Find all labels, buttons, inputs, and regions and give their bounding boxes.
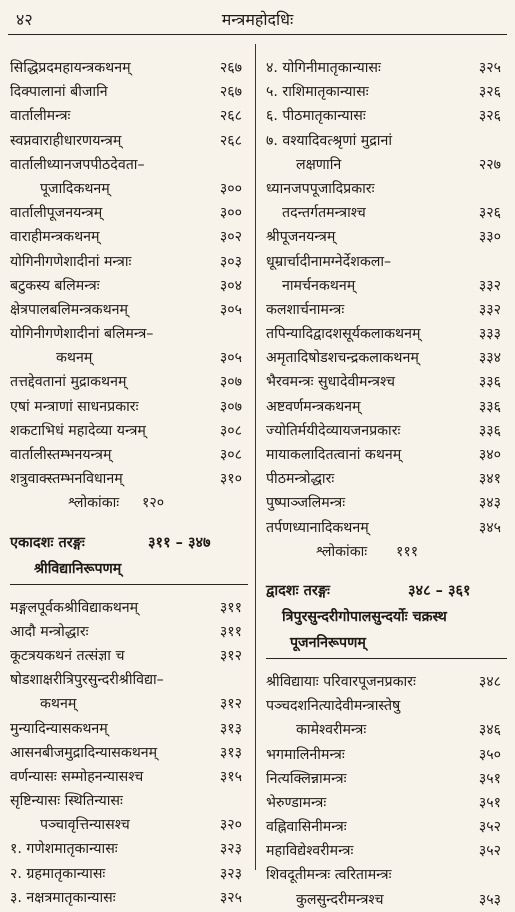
toc-entry-title: ७. वश्यादिवत्श्रृणां मुद्रानां bbox=[266, 132, 392, 149]
toc-entry bbox=[10, 153, 248, 177]
toc-entry-page: ३५१ bbox=[478, 794, 501, 811]
toc-entry bbox=[266, 718, 507, 742]
toc-entry-title: ५. राशिमातृकान्यासः bbox=[266, 84, 369, 101]
toc-entry bbox=[10, 298, 248, 322]
toc-entry bbox=[10, 322, 248, 346]
underline-rule bbox=[266, 658, 507, 659]
toc-entry-title: मङ्गलपूर्वकश्रीविद्याकथनम् bbox=[10, 599, 139, 616]
toc-entry-page: ३४५ bbox=[478, 519, 501, 536]
book-title: मन्त्रमहोदधिः bbox=[221, 10, 294, 29]
toc-entry-title: ६. पीठमातृकान्यासः bbox=[266, 108, 366, 125]
toc-entry-title: भैरवमन्त्रः सुधादेवीमन्त्रश्च bbox=[266, 374, 396, 391]
chapter-subtitle-row bbox=[266, 604, 507, 630]
toc-entry-title: शकटाभिधं महादेव्या यन्त्रम् bbox=[10, 422, 146, 439]
toc-entry-title: पञ्चदशनित्यादेवीमन्त्रास्तेषु bbox=[266, 698, 401, 715]
toc-entry-title: षोडशाक्षरीत्रिपुरसुन्दरीश्रीविद्या– bbox=[10, 672, 164, 689]
verse-count-label: श्लोकांकाः bbox=[68, 495, 120, 512]
toc-entry bbox=[266, 839, 507, 863]
toc-entry-page: ३०० bbox=[219, 205, 242, 222]
toc-entry-page: ३०५ bbox=[219, 301, 242, 318]
toc-entry-title: शिवदूतीमन्त्रः त्वरितामन्त्रः bbox=[266, 867, 392, 884]
chapter-subtitle: पूजननिरूपणम् bbox=[290, 634, 366, 651]
toc-entry bbox=[10, 395, 248, 419]
toc-entry-title: बटुकस्य बलिमन्त्रः bbox=[10, 277, 100, 294]
toc-entry-page: ३११ bbox=[219, 623, 242, 640]
toc-entry-page: ३०३ bbox=[219, 253, 242, 270]
chapter-subtitle-row bbox=[10, 556, 248, 582]
chapter-subtitle: श्रीविद्यानिरूपणम् bbox=[34, 560, 122, 577]
toc-entry-title: एषां मन्त्राणां साधनप्रकारः bbox=[10, 398, 139, 415]
toc-entry-page: ३३६ bbox=[478, 398, 501, 415]
toc-entry bbox=[266, 56, 507, 80]
toc-entry bbox=[266, 694, 507, 718]
toc-entry bbox=[266, 177, 507, 201]
toc-entry-page: ३३२ bbox=[478, 301, 501, 318]
toc-entry bbox=[266, 104, 507, 128]
toc-entry-title: श्रीपूजनयन्त्रम् bbox=[266, 229, 336, 246]
toc-list-left-2 bbox=[10, 596, 248, 910]
toc-entry-page: ३०४ bbox=[219, 277, 242, 294]
toc-entry-title: तदन्तर्गतमन्त्राश्च bbox=[282, 205, 366, 222]
toc-entry bbox=[266, 298, 507, 322]
toc-entry-title: दिक्पालानां बीजानि bbox=[10, 84, 108, 101]
toc-entry-title: वाराहीमन्त्रकथनम् bbox=[10, 229, 100, 246]
toc-entry bbox=[10, 620, 248, 644]
chapter-subtitle-row bbox=[266, 630, 507, 656]
toc-entry-title: ज्योतिर्मयीदेव्यायजनप्रकारः bbox=[266, 422, 401, 439]
toc-entry-title: अष्टवर्णमन्त्रकथनम् bbox=[266, 398, 361, 415]
toc-entry-page: ३३४ bbox=[478, 350, 501, 367]
toc-entry-page: ३०७ bbox=[219, 374, 242, 391]
toc-entry-title: योगिनीगणेशादीनां बलिमन्त्र– bbox=[10, 326, 154, 343]
toc-entry-page: ३११ bbox=[219, 599, 242, 616]
toc-entry-title: स्वप्नवाराहीधारणयन्त्रम् bbox=[10, 132, 122, 149]
toc-entry-page: ३४८ bbox=[478, 673, 501, 690]
toc-entry bbox=[266, 791, 507, 815]
toc-entry-page: ३२६ bbox=[478, 205, 501, 222]
chapter-range: ३४८ – ३६१ bbox=[408, 582, 471, 599]
toc-entry-page: ३१३ bbox=[219, 744, 242, 761]
toc-entry bbox=[266, 225, 507, 249]
toc-entry-page: ३०८ bbox=[219, 422, 242, 439]
toc-entry-page: ३४३ bbox=[478, 495, 501, 512]
toc-entry bbox=[10, 370, 248, 394]
toc-entry bbox=[10, 419, 248, 443]
toc-entry-page: ३२५ bbox=[478, 60, 501, 76]
toc-entry-page: ३०५ bbox=[219, 350, 242, 367]
toc-entry-title: मुन्यादिन्यासकथनम् bbox=[10, 720, 108, 737]
toc-entry-page: ३२३ bbox=[219, 865, 242, 882]
toc-entry-page: ३१५ bbox=[219, 768, 242, 785]
toc-entry-title: भेरुण्डामन्त्रः bbox=[266, 794, 327, 811]
toc-entry-title: ध्यानजपपूजादिप्रकारः bbox=[266, 180, 375, 197]
toc-entry bbox=[10, 692, 248, 716]
toc-entry-page: ३०८ bbox=[219, 447, 242, 463]
toc-entry-title: वार्तालीपूजनयन्त्रम् bbox=[10, 205, 103, 222]
toc-entry-title: तर्पणध्यानादिकथनम् bbox=[266, 519, 369, 536]
toc-entry bbox=[10, 129, 248, 153]
toc-entry-title: कथनम् bbox=[56, 350, 93, 367]
toc-entry-title: नित्यक्लिन्नामन्त्रः bbox=[266, 770, 347, 787]
toc-entry bbox=[266, 767, 507, 791]
toc-entry-page: ३५१ bbox=[478, 770, 501, 787]
toc-entry bbox=[10, 717, 248, 741]
chapter-subtitle: त्रिपुरसुन्दरीगोपालसुन्दर्योः चक्रस्थ bbox=[282, 608, 447, 625]
toc-entry-title: वर्णन्यासः सम्मोहनन्यासश्च bbox=[10, 768, 144, 785]
toc-entry-title: वार्तालीस्तम्भनयन्त्रम् bbox=[10, 447, 112, 463]
toc-entry-page: ३३६ bbox=[478, 422, 501, 439]
toc-entry-title: पञ्चावृत्तिन्यासश्च bbox=[40, 817, 130, 834]
toc-entry bbox=[266, 201, 507, 225]
toc-entry-page: ३५२ bbox=[478, 819, 501, 836]
toc-entry bbox=[10, 201, 248, 225]
toc-entry-page: ३३० bbox=[478, 229, 501, 246]
page-number: ४२ bbox=[16, 10, 33, 29]
toc-entry-title: सिद्धिप्रदमहायन्त्रकथनम् bbox=[10, 60, 131, 76]
toc-entry-title: २. ग्रहमातृकान्यासः bbox=[10, 865, 106, 882]
toc-entry bbox=[266, 743, 507, 767]
toc-entry bbox=[266, 395, 507, 419]
toc-entry-title: कूटत्रयकथनं तत्संज्ञा च bbox=[10, 647, 125, 664]
toc-entry-page: ३४१ bbox=[478, 471, 501, 488]
toc-entry-page: ३२६ bbox=[478, 108, 501, 125]
toc-entry-page: २६७ bbox=[219, 60, 242, 76]
underline-rule bbox=[10, 584, 248, 585]
toc-entry-title: श्रीविद्यायाः परिवारपूजनप्रकारः bbox=[266, 673, 416, 690]
toc-entry bbox=[10, 644, 248, 668]
toc-entry-title: ४. योगिनीमातृकान्यासः bbox=[266, 60, 381, 76]
toc-entry-title: आसनबीजमुद्रादिन्यासकथनम् bbox=[10, 744, 158, 761]
toc-entry-page: ३२३ bbox=[219, 841, 242, 858]
toc-entry bbox=[10, 862, 248, 886]
toc-entry-page: २६७ bbox=[219, 84, 242, 101]
toc-entry bbox=[10, 789, 248, 813]
toc-entry-page: ३१२ bbox=[219, 696, 242, 713]
toc-entry-page: ३१२ bbox=[219, 647, 242, 664]
page-header bbox=[0, 0, 515, 36]
column-divider bbox=[255, 44, 256, 870]
toc-entry bbox=[10, 813, 248, 837]
toc-entry bbox=[266, 250, 507, 274]
toc-entry bbox=[10, 886, 248, 910]
chapter-underline bbox=[10, 584, 248, 586]
toc-entry bbox=[10, 177, 248, 201]
chapter-range: ३११ – ३४७ bbox=[148, 534, 211, 551]
spacer bbox=[10, 516, 248, 530]
toc-entry-title: कामेश्वरीमन्त्रः bbox=[296, 722, 367, 739]
toc-entry-page: ३५२ bbox=[478, 843, 501, 860]
toc-entry-page: ३०० bbox=[219, 180, 242, 197]
toc-entry-page: ३१३ bbox=[219, 720, 242, 737]
toc-entry bbox=[10, 741, 248, 765]
toc-entry-title: महाविद्येश्वरीमन्त्रः bbox=[266, 843, 354, 860]
header-rule bbox=[8, 34, 507, 35]
toc-entry bbox=[266, 419, 507, 443]
toc-entry-page: ३३३ bbox=[478, 326, 501, 343]
toc-entry-title: योगिनीगणेशादीनां मन्त्राः bbox=[10, 253, 132, 270]
toc-entry-page: ३०२ bbox=[219, 229, 242, 246]
toc-entry-page: ३१० bbox=[219, 471, 242, 488]
left-column bbox=[10, 56, 248, 910]
toc-entry-title: तत्तद्देवतानां मुद्राकथनम् bbox=[10, 374, 127, 391]
chapter-title: द्वादशः तरङ्गः bbox=[266, 582, 330, 599]
toc-entry bbox=[266, 274, 507, 298]
toc-entry-page: २२७ bbox=[478, 156, 501, 173]
toc-list-right-1 bbox=[266, 56, 507, 540]
toc-entry bbox=[10, 225, 248, 249]
toc-entry-page: २६८ bbox=[219, 132, 242, 149]
toc-entry bbox=[266, 322, 507, 346]
toc-entry-title: वार्तालीध्यानजपपीठदेवता– bbox=[10, 156, 145, 173]
toc-entry bbox=[266, 370, 507, 394]
toc-entry bbox=[266, 670, 507, 694]
toc-entry-title: नामर्चनकथनम् bbox=[282, 277, 356, 294]
toc-entry bbox=[266, 516, 507, 540]
toc-entry bbox=[266, 815, 507, 839]
toc-entry-page: ३५० bbox=[478, 746, 501, 763]
toc-entry bbox=[266, 346, 507, 370]
toc-entry-page: ३०७ bbox=[219, 398, 242, 415]
toc-entry-title: आदौ मन्त्रोद्धारः bbox=[10, 623, 89, 640]
toc-entry bbox=[10, 467, 248, 491]
toc-list-right-2 bbox=[266, 670, 507, 912]
toc-entry bbox=[10, 104, 248, 128]
chapter-title: एकादशः तरङ्गः bbox=[10, 534, 85, 551]
toc-entry bbox=[10, 668, 248, 692]
toc-entry bbox=[10, 596, 248, 620]
toc-entry bbox=[10, 765, 248, 789]
chapter-heading bbox=[10, 530, 248, 556]
toc-entry bbox=[10, 80, 248, 104]
toc-entry bbox=[10, 346, 248, 370]
toc-entry-page: ३३२ bbox=[478, 277, 501, 294]
toc-entry bbox=[10, 250, 248, 274]
toc-entry-title: पूजादिकथनम् bbox=[40, 180, 110, 197]
toc-entry-title: शत्रुवाक्स्तम्भनविधानम् bbox=[10, 471, 123, 488]
toc-entry bbox=[266, 443, 507, 467]
verse-count bbox=[10, 491, 248, 515]
toc-entry-title: १. गणेशमातृकान्यासः bbox=[10, 841, 118, 858]
toc-entry-title: धूम्रार्चादीनामग्नेर्देशकला– bbox=[266, 253, 392, 270]
toc-entry-title: तपिन्यादिद्वादशसूर्यकलाकथनम् bbox=[266, 326, 421, 343]
toc-entry-page: २६८ bbox=[219, 108, 242, 125]
toc-entry bbox=[266, 491, 507, 515]
spacer bbox=[266, 564, 507, 578]
toc-entry-page: ३४० bbox=[478, 447, 501, 463]
toc-entry-title: भगमालिनीमन्त्रः bbox=[266, 746, 345, 763]
right-column bbox=[266, 56, 507, 912]
toc-entry-title: कथनम् bbox=[40, 696, 77, 713]
toc-entry-title: मायाकलादितत्वानां कथनम् bbox=[266, 447, 402, 463]
toc-entry-title: वह्निवासिनीमन्त्रः bbox=[266, 819, 347, 836]
toc-entry bbox=[10, 443, 248, 467]
toc-entry-title: क्षेत्रपालबलिमन्त्रकथनम् bbox=[10, 301, 128, 318]
toc-entry bbox=[10, 56, 248, 80]
verse-count-label: श्लोकांकाः bbox=[316, 543, 368, 560]
toc-list-left-1 bbox=[10, 56, 248, 491]
toc-entry bbox=[266, 153, 507, 177]
toc-entry-title: लक्षणानि bbox=[296, 156, 342, 173]
toc-entry-page: ३२६ bbox=[478, 84, 501, 101]
toc-entry bbox=[10, 837, 248, 861]
toc-entry-title: अमृतादिषोडशचन्द्रकलाकथनम् bbox=[266, 350, 419, 367]
toc-entry-page: ३५३ bbox=[478, 891, 501, 908]
toc-entry-title: ३. नक्षत्रमातृकान्यासः bbox=[10, 889, 116, 906]
toc-entry-title: सृष्टिन्यासः स्थितिन्यासः bbox=[10, 793, 123, 810]
toc-entry-title: कलशार्चनामन्त्रः bbox=[266, 301, 345, 318]
toc-entry-page: ३३६ bbox=[478, 374, 501, 391]
verse-count bbox=[266, 540, 507, 564]
toc-entry bbox=[266, 80, 507, 104]
toc-entry bbox=[266, 467, 507, 491]
chapter-heading bbox=[266, 578, 507, 604]
toc-entry-page: ३४६ bbox=[478, 722, 501, 739]
toc-entry-page: ३२५ bbox=[219, 889, 242, 906]
toc-entry bbox=[266, 129, 507, 153]
verse-count-value: १११ bbox=[396, 543, 419, 560]
chapter-underline bbox=[266, 658, 507, 660]
verse-count-value: १२० bbox=[142, 495, 165, 512]
toc-entry bbox=[10, 274, 248, 298]
toc-entry bbox=[266, 888, 507, 912]
toc-entry-page: ३२० bbox=[219, 817, 242, 834]
toc-entry-title: वार्तालीमन्त्रः bbox=[10, 108, 71, 125]
toc-entry-title: कुलसुन्दरीमन्त्रश्च bbox=[296, 891, 384, 908]
toc-entry-title: पीठमन्त्रोद्धारः bbox=[266, 471, 335, 488]
toc-entry-title: पुष्पाञ्जलिमन्त्रः bbox=[266, 495, 346, 512]
